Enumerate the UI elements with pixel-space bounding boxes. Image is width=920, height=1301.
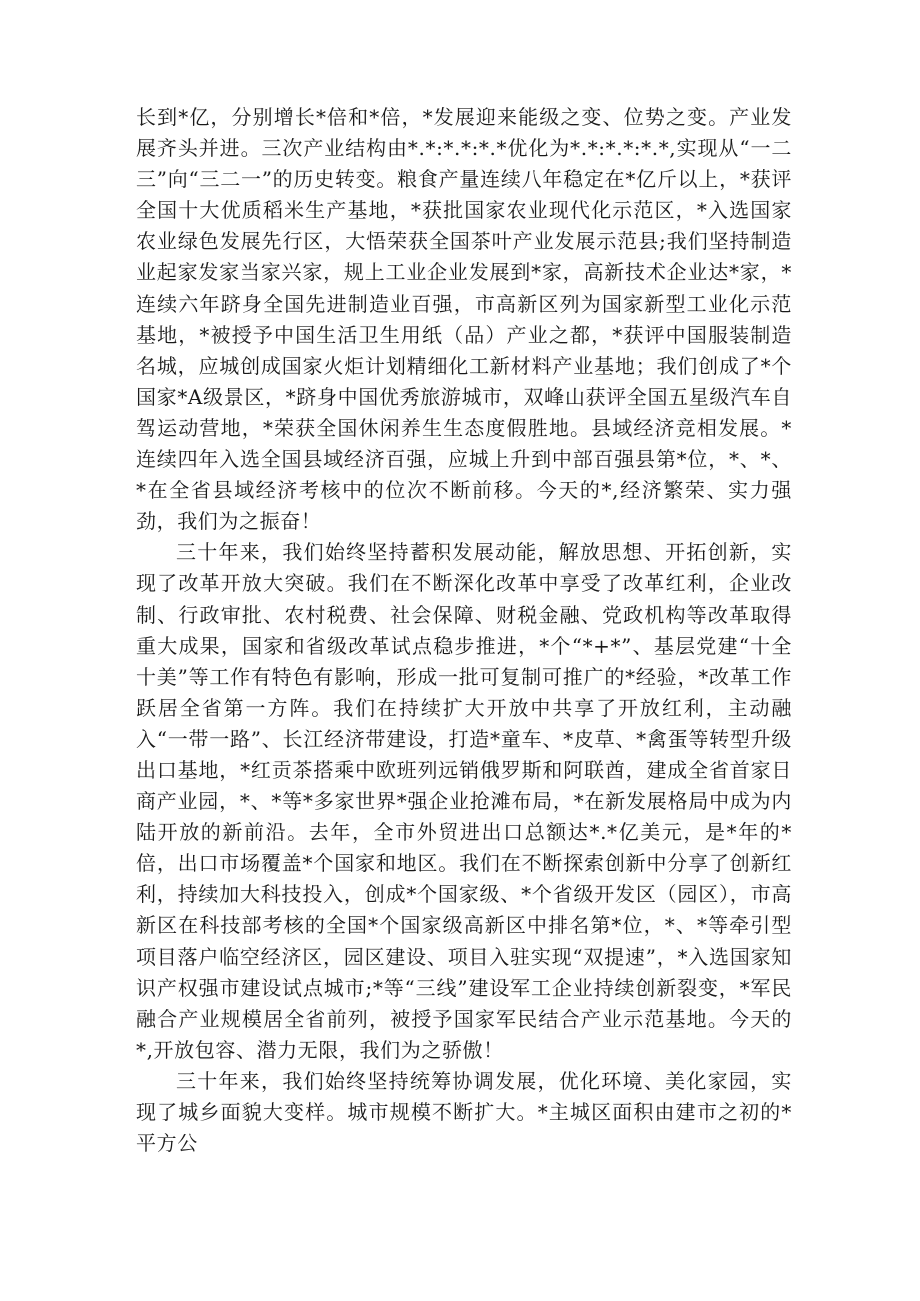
- body-text: [136, 102, 792, 1159]
- paragraph-1: 长到*亿，分别增长*倍和*倍，*发展迎来能级之变、位势之变。产业发展齐头并进。三次产业结构由*.*:*.*:*.*优化为*.*:*.*:*.*,实现从“一二三”向“三二一”的历史转变。粮食产量连续八年稳定在*亿斤以上，*获评全国十大优质稻米生产基地，*获批国家农业现代化示范区，*入选国家农业绿色发展先行区，大悟荣获全国茶叶产业发展示范县;我们坚持制造业起家发家当家兴家，规上工业企业发展到*家，高新技术企业达*家，*连续六年跻身全国先进制造业百强，市高新区列为国家新型工业化示范基地，*被授予中国生活卫生用纸（品）产业之都，*获评中国服装制造名城，应城创成国家火炬计划精细化工新材料产业基地；我们创成了*个国家*A级景区，*跻身中国优秀旅游城市，双峰山获评全国五星级汽车自驾运动营地，*荣获全国休闲养生生态度假胜地。县域经济竞相发展。*连续四年入选全国县域经济百强，应城上升到中部百强县第*位，*、*、*在全省县域经济考核中的位次不断前移。今天的*,经济繁荣、实力强劲，我们为之振奋！: [136, 105, 792, 534]
- paragraph-3: 三十年来，我们始终坚持统筹协调发展，优化环境、美化家园，实现了城乡面貌大变样。城市规模不断扩大。*主城区面积由建市之初的*平方公: [136, 1068, 792, 1156]
- paragraph-2: 三十年来，我们始终坚持蓄积发展动能，解放思想、开拓创新，实现了改革开放大突破。我们在不断深化改革中享受了改革红利，企业改制、行政审批、农村税费、社会保障、财税金融、党政机构等改革取得重大成果，国家和省级改革试点稳步推进，*个“*+*”、基层党建“十全十美”等工作有特色有影响，形成一批可复制可推广的*经验，*改革工作跃居全省第一方阵。我们在持续扩大开放中共享了开放红利，主动融入“一带一路”、长江经济带建设，打造*童车、*皮草、*禽蛋等转型升级出口基地，*红贡茶搭乘中欧班列远销俄罗斯和阿联酋，建成全省首家日商产业园，*、*等*多家世界*强企业抢滩布局，*在新发展格局中成为内陆开放的新前沿。去年，全市外贸进出口总额达*.*亿美元，是*年的*倍，出口市场覆盖*个国家和地区。我们在不断探索创新中分享了创新红利，持续加大科技投入，创成*个国家级、*个省级开发区（园区），市高新区在科技部考核的全国*个国家级高新区中排名第*位，*、*等牵引型项目落户临空经济区，园区建设、项目入驻实现“双提速”，*入选国家知识产权强市建设试点城市;*等“三线”建设军工企业持续创新裂变，*军民融合产业规模居全省前列，被授予国家军民结合产业示范基地。今天的*,开放包容、潜力无限，我们为之骄傲！: [136, 540, 792, 1062]
